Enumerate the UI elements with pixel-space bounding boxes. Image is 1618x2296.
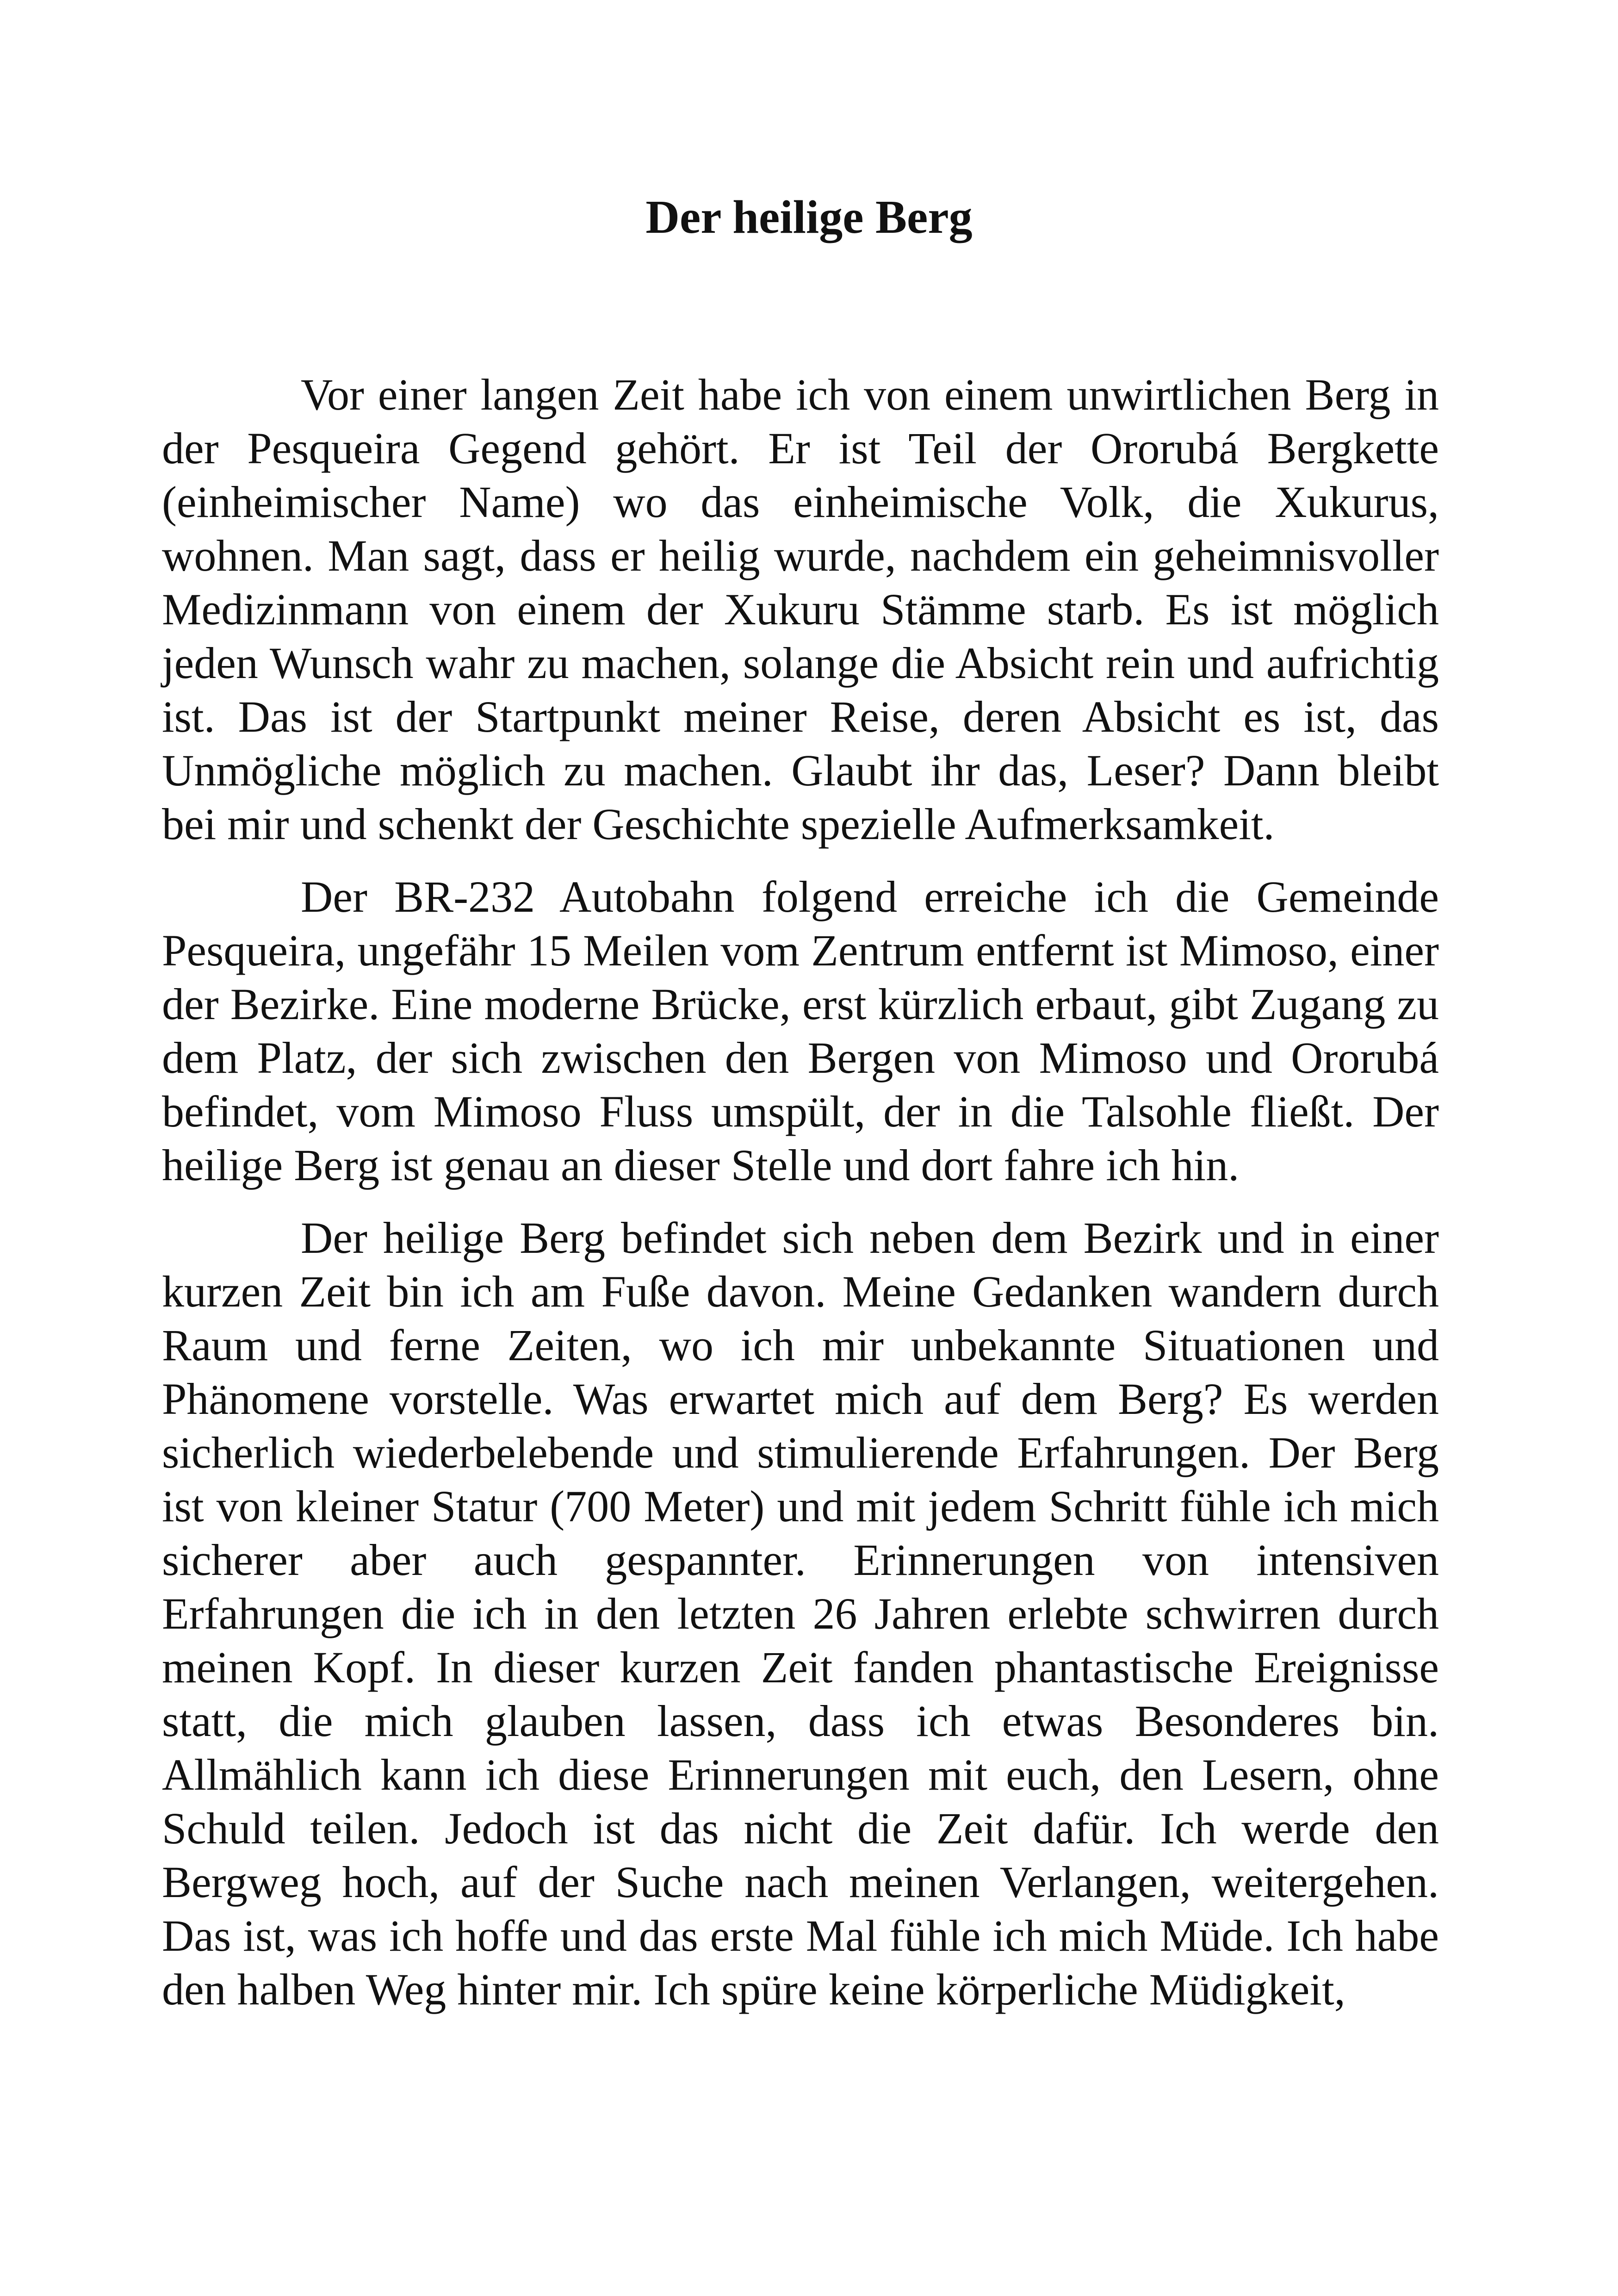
paragraph-2: Der BR-232 Autobahn folgend erreiche ich die Gemeinde Pesqueira, ungefähr 15 Meilen vom Zentrum entfernt ist Mimoso, einer der Bezirke. Eine moderne Brücke, erst kürzlich erbaut, gibt Zugang zu dem Platz, der sich zwischen den Bergen von Mimoso und Ororubá befindet, vom Mimoso Fluss umspült, der in die Talsohle fließt. Der heilige Berg ist genau an dieser Stelle und dort fahre ich hin. bbox=[162, 872, 1439, 1190]
paragraph-3: Der heilige Berg befindet sich neben dem Bezirk und in einer kurzen Zeit bin ich am Fuße davon. Meine Gedanken wandern durch Raum und ferne Zeiten, wo ich mir unbekannte Situationen und Phänomene vorstelle. Was erwartet mich auf dem Berg? Es werden sicherlich wiederbelebende und stimulierende Erfahrungen. Der Berg ist von kleiner Statur (700 Meter) und mit jedem Schritt fühle ich mich sicherer aber auch gespannter. Erinnerungen von intensiven Erfahrungen die ich in den letzten 26 Jahren erlebte schwirren durch meinen Kopf. In dieser kurzen Zeit fanden phantastische Ereignisse statt, die mich glauben lassen, dass ich etwas Besonderes bin. Allmählich kann ich diese Erinnerungen mit euch, den Lesern, ohne Schuld teilen. Jedoch ist das nicht die Zeit dafür. Ich werde den Bergweg hoch, auf der Suche nach meinen Verlangen, weitergehen. Das ist, was ich hoffe und das erste Mal fühle ich mich Müde. Ich habe den halben Weg hinter mir. Ich spüre keine körperliche Müdigkeit, bbox=[162, 1213, 1439, 2014]
body-text bbox=[162, 368, 1439, 2016]
paragraph-1: Vor einer langen Zeit habe ich von einem unwirtlichen Berg in der Pesqueira Gegend gehört. Er ist Teil der Ororubá Bergkette (einheimischer Name) wo das einheimische Volk, die Xukurus, wohnen. Man sagt, dass er heilig wurde, nachdem ein geheimnisvoller Medizinmann von einem der Xukuru Stämme starb. Es ist möglich jeden Wunsch wahr zu machen, solange die Absicht rein und aufrichtig ist. Das ist der Startpunkt meiner Reise, deren Absicht es ist, das Unmögliche möglich zu machen. Glaubt ihr das, Leser? Dann bleibt bei mir und schenkt der Geschichte spezielle Aufmerksamkeit. bbox=[162, 370, 1439, 849]
page-title: Der heilige Berg bbox=[645, 191, 973, 243]
